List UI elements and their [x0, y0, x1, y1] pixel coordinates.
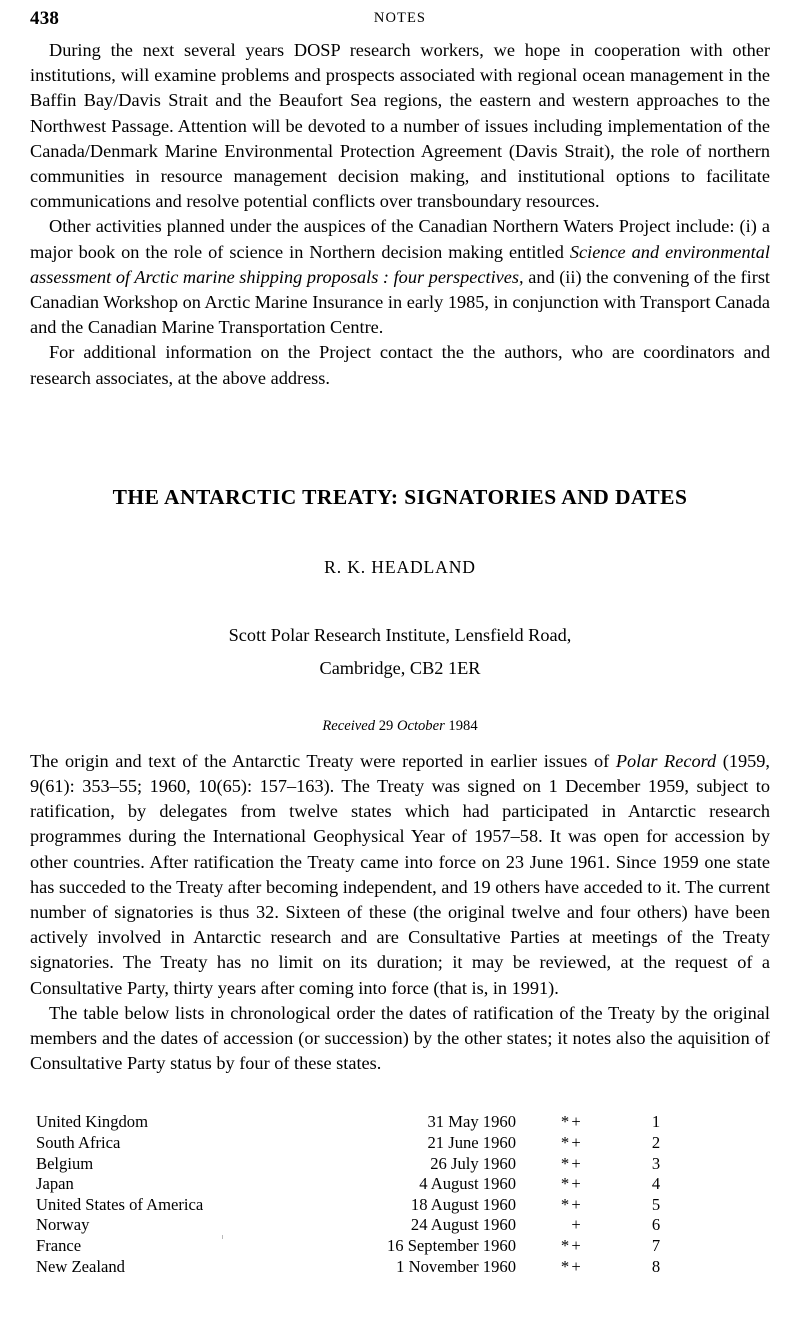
signatories-table-wrap — [30, 1076, 770, 1277]
ratification-date: 18 August 1960 — [410, 1194, 516, 1214]
status-markers — [516, 1195, 626, 1216]
sequence-number: 6 — [651, 1215, 661, 1235]
country-name: Norway — [36, 1215, 90, 1235]
article-p1-part-1: The origin and text of the Antarctic Treaty were reported in earlier issues of — [30, 750, 616, 771]
original-signatory-plus-icon: + — [571, 1153, 582, 1173]
table-row — [36, 1174, 686, 1195]
article-affiliation — [30, 578, 770, 685]
sequence-number: 7 — [651, 1236, 661, 1256]
original-signatory-plus-icon: + — [571, 1194, 582, 1214]
ratification-date: 1 November 1960 — [396, 1256, 516, 1276]
affiliation-line-2: Cambridge, CB2 1ER — [319, 657, 481, 678]
sequence-number: 3 — [651, 1153, 661, 1173]
consultative-party-star-icon: * — [560, 1112, 571, 1132]
country-name: South Africa — [36, 1133, 121, 1153]
received-year: 1984 — [448, 717, 478, 734]
country-name: New Zealand — [36, 1256, 125, 1276]
text-column — [30, 38, 770, 1277]
affiliation-line-1: Scott Polar Research Institute, Lensfield Road, — [228, 624, 572, 645]
article-title: THE ANTARCTIC TREATY: SIGNATORIES AND DATES — [112, 484, 688, 509]
notes-p2-before-title: Other activities planned under the auspices of the Canadian Northern Waters Project include: (i) a major book on the role of science in Northern decision making entitled — [30, 216, 770, 262]
book-title: Science and environmental assessment of Arctic marine shipping proposals : four perspectives, — [30, 241, 770, 287]
ratification-date: 24 August 1960 — [410, 1215, 516, 1235]
status-markers — [516, 1112, 626, 1133]
status-markers — [516, 1174, 626, 1195]
journal-name: Polar Record — [615, 750, 717, 771]
original-signatory-plus-icon: + — [571, 1174, 582, 1194]
ratification-date: 26 July 1960 — [430, 1153, 516, 1173]
original-signatory-plus-icon: + — [571, 1236, 582, 1256]
running-head — [30, 8, 770, 30]
signatories-table — [36, 1112, 686, 1277]
table-row — [36, 1236, 686, 1257]
article-paragraph-2: The table below lists in chronological order the dates of ratification of the Treaty by the original members and the dates of accession (or succession) by the other states; it notes also the aquisition of Consultative Party status by four of these states. — [30, 1002, 770, 1074]
consultative-party-star-icon: * — [560, 1153, 571, 1173]
status-markers — [516, 1236, 626, 1257]
status-markers — [516, 1257, 626, 1278]
received-label: Received — [322, 717, 376, 734]
article-author: R. K. HEADLAND — [324, 556, 476, 577]
sequence-number: 5 — [651, 1194, 661, 1214]
status-markers — [516, 1215, 626, 1236]
notes-paragraph-1: During the next several years DOSP research workers, we hope in cooperation with other institutions, will examine problems and prospects associated with regional ocean management in the Baffin Bay/Davis Strait and the Beaufort Sea regions, the eastern and western approaches to the Northwest Passage. Attention will be devoted to a number of issues including implementation of the Canada/Denmark Marine Environmental Protection Agreement (Davis Strait), the role of northern communities in resource management decision making, and institutional options to facilitate communications and resolve potential conflicts over transboundary resources. — [30, 40, 770, 212]
table-row — [36, 1154, 686, 1175]
signatories-table-body — [36, 1112, 686, 1277]
sequence-number: 8 — [651, 1256, 661, 1276]
country-name: Japan — [36, 1174, 74, 1194]
received-date — [30, 685, 770, 749]
running-title: NOTES — [373, 10, 427, 26]
sequence-number: 4 — [651, 1174, 661, 1194]
notes-p2-after-title: and (ii) the convening of the first Canadian Workshop on Arctic Marine Insurance in early 1985, in conjunction with Transport Canada and the Canadian Marine Transportation Centre. — [30, 266, 771, 338]
country-name: United Kingdom — [36, 1112, 148, 1132]
status-markers — [516, 1154, 626, 1175]
table-row — [36, 1195, 686, 1216]
consultative-party-star-icon: * — [560, 1194, 571, 1214]
scan-speck — [222, 1235, 223, 1239]
original-signatory-plus-icon: + — [571, 1112, 582, 1132]
notes-paragraph-2 — [30, 214, 770, 340]
notes-paragraph-3: For additional information on the Project contact the the authors, who are coordinators and research associates, at the above address. — [30, 342, 770, 388]
country-name: United States of America — [36, 1194, 204, 1214]
original-signatory-plus-icon: + — [571, 1133, 582, 1153]
ratification-date: 31 May 1960 — [427, 1112, 516, 1132]
article-p1-part-2: (1959, 9(61): 353–55; 1960, 10(65): 157–163). The Treaty was signed on 1 December 1959, subject to ratification, by delegates from twelve states which had participated in Antarctic research programmes during the International Geophysical Year of 1957–58. It was open for accession by other countries. After ratification the Treaty came into force on 23 June 1961. Since 1959 one state has succeded to the Treaty after becoming independent, and 19 others have acceded to it. The current number of signatories is thus 32. Sixteen of these (the original twelve and four others) have been actively involved in Antarctic research and are Consultative Parties at meetings of the Treaty signatories. The Treaty has no limit on its duration; it may be reviewed, at the request of a Consultative Party, thirty years after coming into force (that is, in 1991). — [30, 750, 770, 998]
article-paragraph-1 — [30, 749, 770, 1001]
consultative-party-star-icon: * — [560, 1256, 571, 1276]
country-name: Belgium — [36, 1153, 94, 1173]
received-month: October — [396, 717, 445, 734]
ratification-date: 16 September 1960 — [386, 1236, 516, 1256]
table-row — [36, 1215, 686, 1236]
table-row — [36, 1133, 686, 1154]
consultative-party-star-icon: * — [560, 1133, 571, 1153]
received-day: 29 — [378, 717, 394, 734]
consultative-party-star-icon: * — [560, 1174, 571, 1194]
status-markers — [516, 1133, 626, 1154]
original-signatory-plus-icon: + — [571, 1256, 582, 1276]
ratification-date: 21 June 1960 — [427, 1133, 516, 1153]
sequence-number: 1 — [651, 1112, 661, 1132]
table-row — [36, 1112, 686, 1133]
sequence-number: 2 — [651, 1133, 661, 1153]
consultative-party-star-icon: * — [560, 1236, 571, 1256]
original-signatory-plus-icon: + — [571, 1215, 582, 1235]
page-number: 438 — [30, 8, 60, 29]
country-name: France — [36, 1236, 82, 1256]
table-row — [36, 1257, 686, 1278]
ratification-date: 4 August 1960 — [419, 1174, 516, 1194]
